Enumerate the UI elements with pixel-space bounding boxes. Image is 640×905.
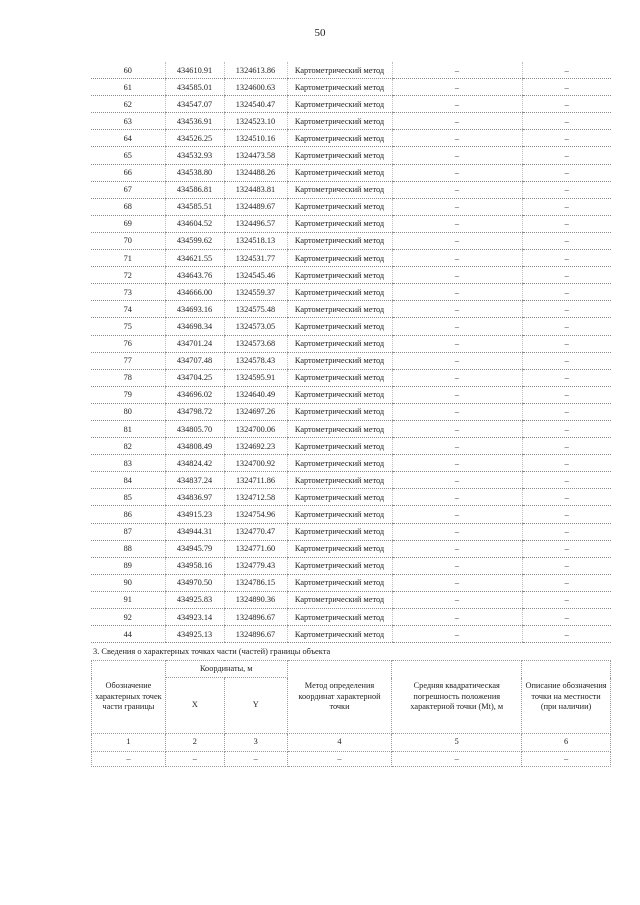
method: Картометрический метод xyxy=(287,438,392,455)
description-value: – xyxy=(522,420,611,437)
error-value: – xyxy=(392,318,522,335)
point-number: 61 xyxy=(91,79,165,96)
coord-y: 1324697.26 xyxy=(224,403,287,420)
description-value: – xyxy=(522,352,611,369)
point-number: 80 xyxy=(91,403,165,420)
coord-y: 1324600.63 xyxy=(224,79,287,96)
point-number: 89 xyxy=(91,557,165,574)
coord-y: 1324473.58 xyxy=(224,147,287,164)
column-number: 1 xyxy=(92,734,166,752)
coord-x: 434643.76 xyxy=(165,267,224,284)
error-value: – xyxy=(392,369,522,386)
page-number: 50 xyxy=(314,27,326,39)
point-number: 82 xyxy=(91,438,165,455)
error-value: – xyxy=(392,62,522,79)
error-value: – xyxy=(392,557,522,574)
dash-cell: – xyxy=(92,752,166,767)
coord-x: 434925.83 xyxy=(165,591,224,608)
point-number: 76 xyxy=(91,335,165,352)
coord-x: 434532.93 xyxy=(165,147,224,164)
description-value: – xyxy=(522,96,611,113)
method: Картометрический метод xyxy=(287,113,392,130)
method: Картометрический метод xyxy=(287,301,392,318)
coord-y: 1324578.43 xyxy=(224,352,287,369)
error-value: – xyxy=(392,232,522,249)
coord-x: 434707.48 xyxy=(165,352,224,369)
error-value: – xyxy=(392,574,522,591)
coord-y: 1324575.48 xyxy=(224,301,287,318)
method: Картометрический метод xyxy=(287,79,392,96)
coord-y: 1324896.67 xyxy=(224,626,287,643)
header-point-designation: Обозначение характерных точек части границы xyxy=(92,661,166,734)
coord-y: 1324700.06 xyxy=(224,420,287,437)
table-row xyxy=(91,523,611,540)
table-row xyxy=(91,438,611,455)
coord-y: 1324786.15 xyxy=(224,574,287,591)
coord-y: 1324510.16 xyxy=(224,130,287,147)
coord-y: 1324483.81 xyxy=(224,181,287,198)
description-value: – xyxy=(522,557,611,574)
point-number: 67 xyxy=(91,181,165,198)
coord-x: 434585.51 xyxy=(165,198,224,215)
table-row xyxy=(91,335,611,352)
description-value: – xyxy=(522,318,611,335)
coord-y: 1324779.43 xyxy=(224,557,287,574)
table-row xyxy=(91,198,611,215)
coord-y: 1324771.60 xyxy=(224,540,287,557)
description-value: – xyxy=(522,506,611,523)
description-value: – xyxy=(522,523,611,540)
method: Картометрический метод xyxy=(287,609,392,626)
table-row xyxy=(91,79,611,96)
table-row xyxy=(91,455,611,472)
coord-x: 434585.01 xyxy=(165,79,224,96)
description-value: – xyxy=(522,472,611,489)
part-points-table xyxy=(91,660,611,767)
description-value: – xyxy=(522,267,611,284)
description-value: – xyxy=(522,574,611,591)
error-value: – xyxy=(392,472,522,489)
description-value: – xyxy=(522,198,611,215)
point-number: 83 xyxy=(91,455,165,472)
error-value: – xyxy=(392,301,522,318)
method: Картометрический метод xyxy=(287,284,392,301)
coord-x: 434610.91 xyxy=(165,62,224,79)
table-row xyxy=(91,147,611,164)
header-x: X xyxy=(165,678,224,734)
error-value: – xyxy=(392,267,522,284)
description-value: – xyxy=(522,369,611,386)
method: Картометрический метод xyxy=(287,489,392,506)
error-value: – xyxy=(392,386,522,403)
method: Картометрический метод xyxy=(287,386,392,403)
description-value: – xyxy=(522,438,611,455)
coord-y: 1324523.10 xyxy=(224,113,287,130)
table-row xyxy=(91,113,611,130)
error-value: – xyxy=(392,181,522,198)
point-number: 87 xyxy=(91,523,165,540)
header-error: Средняя квадратическая погрешность положения характерной точки (Мt), м xyxy=(392,661,522,734)
table-row xyxy=(91,301,611,318)
description-value: – xyxy=(522,591,611,608)
coord-y: 1324540.47 xyxy=(224,96,287,113)
header-description: Описание обозначения точки на местности (при наличии) xyxy=(522,661,611,734)
coord-y: 1324573.05 xyxy=(224,318,287,335)
coord-x: 434704.25 xyxy=(165,369,224,386)
description-value: – xyxy=(522,455,611,472)
coord-x: 434693.16 xyxy=(165,301,224,318)
description-value: – xyxy=(522,181,611,198)
error-value: – xyxy=(392,215,522,232)
error-value: – xyxy=(392,523,522,540)
coord-x: 434970.50 xyxy=(165,574,224,591)
point-number: 60 xyxy=(91,62,165,79)
method: Картометрический метод xyxy=(287,626,392,643)
table-row xyxy=(91,215,611,232)
point-number: 77 xyxy=(91,352,165,369)
point-number: 44 xyxy=(91,626,165,643)
header-coordinates: Координаты, м xyxy=(165,661,287,678)
description-value: – xyxy=(522,626,611,643)
error-value: – xyxy=(392,455,522,472)
table-row xyxy=(91,369,611,386)
table-row xyxy=(91,318,611,335)
coord-y: 1324518.13 xyxy=(224,232,287,249)
coord-x: 434538.80 xyxy=(165,164,224,181)
error-value: – xyxy=(392,438,522,455)
header-method: Метод определения координат характерной точки xyxy=(287,661,392,734)
method: Картометрический метод xyxy=(287,318,392,335)
coord-x: 434798.72 xyxy=(165,403,224,420)
error-value: – xyxy=(392,591,522,608)
coord-y: 1324573.68 xyxy=(224,335,287,352)
method: Картометрический метод xyxy=(287,62,392,79)
error-value: – xyxy=(392,335,522,352)
coord-x: 434586.81 xyxy=(165,181,224,198)
dash-cell: – xyxy=(522,752,611,767)
method: Картометрический метод xyxy=(287,455,392,472)
point-number: 84 xyxy=(91,472,165,489)
coord-x: 434805.70 xyxy=(165,420,224,437)
description-value: – xyxy=(522,403,611,420)
point-number: 90 xyxy=(91,574,165,591)
table-row xyxy=(91,557,611,574)
coord-x: 434547.07 xyxy=(165,96,224,113)
description-value: – xyxy=(522,79,611,96)
table-row xyxy=(91,472,611,489)
table-row xyxy=(91,62,611,79)
method: Картометрический метод xyxy=(287,420,392,437)
method: Картометрический метод xyxy=(287,181,392,198)
dash-cell: – xyxy=(392,752,522,767)
coord-y: 1324712.58 xyxy=(224,489,287,506)
error-value: – xyxy=(392,489,522,506)
error-value: – xyxy=(392,420,522,437)
coord-y: 1324595.91 xyxy=(224,369,287,386)
table-row xyxy=(91,609,611,626)
table-row xyxy=(91,403,611,420)
description-value: – xyxy=(522,301,611,318)
error-value: – xyxy=(392,147,522,164)
column-number: 2 xyxy=(165,734,224,752)
dash-cell: – xyxy=(165,752,224,767)
method: Картометрический метод xyxy=(287,591,392,608)
description-value: – xyxy=(522,113,611,130)
point-number: 74 xyxy=(91,301,165,318)
method: Картометрический метод xyxy=(287,574,392,591)
method: Картометрический метод xyxy=(287,198,392,215)
header-y: Y xyxy=(224,678,287,734)
method: Картометрический метод xyxy=(287,232,392,249)
table-row xyxy=(91,164,611,181)
method: Картометрический метод xyxy=(287,96,392,113)
coord-x: 434526.25 xyxy=(165,130,224,147)
point-number: 68 xyxy=(91,198,165,215)
point-number: 91 xyxy=(91,591,165,608)
section-title: 3. Сведения о характерных точках части (частей) границы объекта xyxy=(93,647,331,656)
column-number: 3 xyxy=(224,734,287,752)
point-number: 66 xyxy=(91,164,165,181)
column-number: 6 xyxy=(522,734,611,752)
error-value: – xyxy=(392,609,522,626)
table-row xyxy=(91,574,611,591)
coord-x: 434923.14 xyxy=(165,609,224,626)
method: Картометрический метод xyxy=(287,267,392,284)
error-value: – xyxy=(392,130,522,147)
table-row xyxy=(91,626,611,643)
column-number: 5 xyxy=(392,734,522,752)
coord-x: 434945.79 xyxy=(165,540,224,557)
table-row xyxy=(91,232,611,249)
description-value: – xyxy=(522,215,611,232)
method: Картометрический метод xyxy=(287,164,392,181)
coord-y: 1324711.86 xyxy=(224,472,287,489)
empty-data-row xyxy=(92,752,611,767)
point-number: 62 xyxy=(91,96,165,113)
dash-cell: – xyxy=(224,752,287,767)
description-value: – xyxy=(522,386,611,403)
description-value: – xyxy=(522,335,611,352)
coord-y: 1324496.57 xyxy=(224,215,287,232)
point-number: 72 xyxy=(91,267,165,284)
header-row-top xyxy=(92,661,611,678)
description-value: – xyxy=(522,147,611,164)
coord-y: 1324531.77 xyxy=(224,250,287,267)
method: Картометрический метод xyxy=(287,147,392,164)
method: Картометрический метод xyxy=(287,403,392,420)
coordinates-table xyxy=(91,62,611,643)
description-value: – xyxy=(522,232,611,249)
error-value: – xyxy=(392,250,522,267)
point-number: 92 xyxy=(91,609,165,626)
table-row xyxy=(91,181,611,198)
coord-y: 1324896.67 xyxy=(224,609,287,626)
method: Картометрический метод xyxy=(287,540,392,557)
coord-x: 434701.24 xyxy=(165,335,224,352)
method: Картометрический метод xyxy=(287,250,392,267)
method: Картометрический метод xyxy=(287,557,392,574)
point-number: 64 xyxy=(91,130,165,147)
coord-x: 434599.62 xyxy=(165,232,224,249)
error-value: – xyxy=(392,626,522,643)
method: Картометрический метод xyxy=(287,472,392,489)
coord-x: 434925.13 xyxy=(165,626,224,643)
coord-x: 434621.55 xyxy=(165,250,224,267)
point-number: 81 xyxy=(91,420,165,437)
table-row xyxy=(91,591,611,608)
coord-y: 1324700.92 xyxy=(224,455,287,472)
coordinates-table-body xyxy=(91,62,611,643)
coord-x: 434698.34 xyxy=(165,318,224,335)
description-value: – xyxy=(522,540,611,557)
coord-x: 434824.42 xyxy=(165,455,224,472)
coord-x: 434915.23 xyxy=(165,506,224,523)
table-row xyxy=(91,386,611,403)
coord-x: 434536.91 xyxy=(165,113,224,130)
table-row xyxy=(91,267,611,284)
error-value: – xyxy=(392,96,522,113)
column-numbers-row xyxy=(92,734,611,752)
coord-x: 434696.02 xyxy=(165,386,224,403)
description-value: – xyxy=(522,250,611,267)
coord-x: 434958.16 xyxy=(165,557,224,574)
description-value: – xyxy=(522,130,611,147)
column-number: 4 xyxy=(287,734,392,752)
coord-x: 434837.24 xyxy=(165,472,224,489)
coord-y: 1324692.23 xyxy=(224,438,287,455)
error-value: – xyxy=(392,164,522,181)
description-value: – xyxy=(522,489,611,506)
table-row xyxy=(91,284,611,301)
coord-y: 1324488.26 xyxy=(224,164,287,181)
point-number: 70 xyxy=(91,232,165,249)
point-number: 69 xyxy=(91,215,165,232)
method: Картометрический метод xyxy=(287,215,392,232)
coord-y: 1324613.86 xyxy=(224,62,287,79)
coord-x: 434808.49 xyxy=(165,438,224,455)
coord-x: 434944.31 xyxy=(165,523,224,540)
table-row xyxy=(91,506,611,523)
coord-y: 1324640.49 xyxy=(224,386,287,403)
error-value: – xyxy=(392,113,522,130)
point-number: 75 xyxy=(91,318,165,335)
coord-y: 1324754.96 xyxy=(224,506,287,523)
coord-y: 1324545.46 xyxy=(224,267,287,284)
point-number: 86 xyxy=(91,506,165,523)
coord-y: 1324770.47 xyxy=(224,523,287,540)
point-number: 65 xyxy=(91,147,165,164)
method: Картометрический метод xyxy=(287,335,392,352)
coord-y: 1324890.36 xyxy=(224,591,287,608)
table-row xyxy=(91,130,611,147)
point-number: 71 xyxy=(91,250,165,267)
point-number: 63 xyxy=(91,113,165,130)
coord-y: 1324489.67 xyxy=(224,198,287,215)
coord-x: 434836.97 xyxy=(165,489,224,506)
error-value: – xyxy=(392,284,522,301)
method: Картометрический метод xyxy=(287,523,392,540)
point-number: 79 xyxy=(91,386,165,403)
error-value: – xyxy=(392,403,522,420)
method: Картометрический метод xyxy=(287,369,392,386)
coord-x: 434604.52 xyxy=(165,215,224,232)
table-row xyxy=(91,489,611,506)
error-value: – xyxy=(392,540,522,557)
description-value: – xyxy=(522,284,611,301)
error-value: – xyxy=(392,506,522,523)
error-value: – xyxy=(392,79,522,96)
point-number: 88 xyxy=(91,540,165,557)
point-number: 78 xyxy=(91,369,165,386)
table-row xyxy=(91,352,611,369)
description-value: – xyxy=(522,62,611,79)
dash-cell: – xyxy=(287,752,392,767)
description-value: – xyxy=(522,164,611,181)
description-value: – xyxy=(522,609,611,626)
table-row xyxy=(91,250,611,267)
method: Картометрический метод xyxy=(287,352,392,369)
coord-y: 1324559.37 xyxy=(224,284,287,301)
method: Картометрический метод xyxy=(287,130,392,147)
point-number: 85 xyxy=(91,489,165,506)
error-value: – xyxy=(392,198,522,215)
point-number: 73 xyxy=(91,284,165,301)
table-row xyxy=(91,420,611,437)
table-row xyxy=(91,540,611,557)
table-row xyxy=(91,96,611,113)
method: Картометрический метод xyxy=(287,506,392,523)
error-value: – xyxy=(392,352,522,369)
coord-x: 434666.00 xyxy=(165,284,224,301)
